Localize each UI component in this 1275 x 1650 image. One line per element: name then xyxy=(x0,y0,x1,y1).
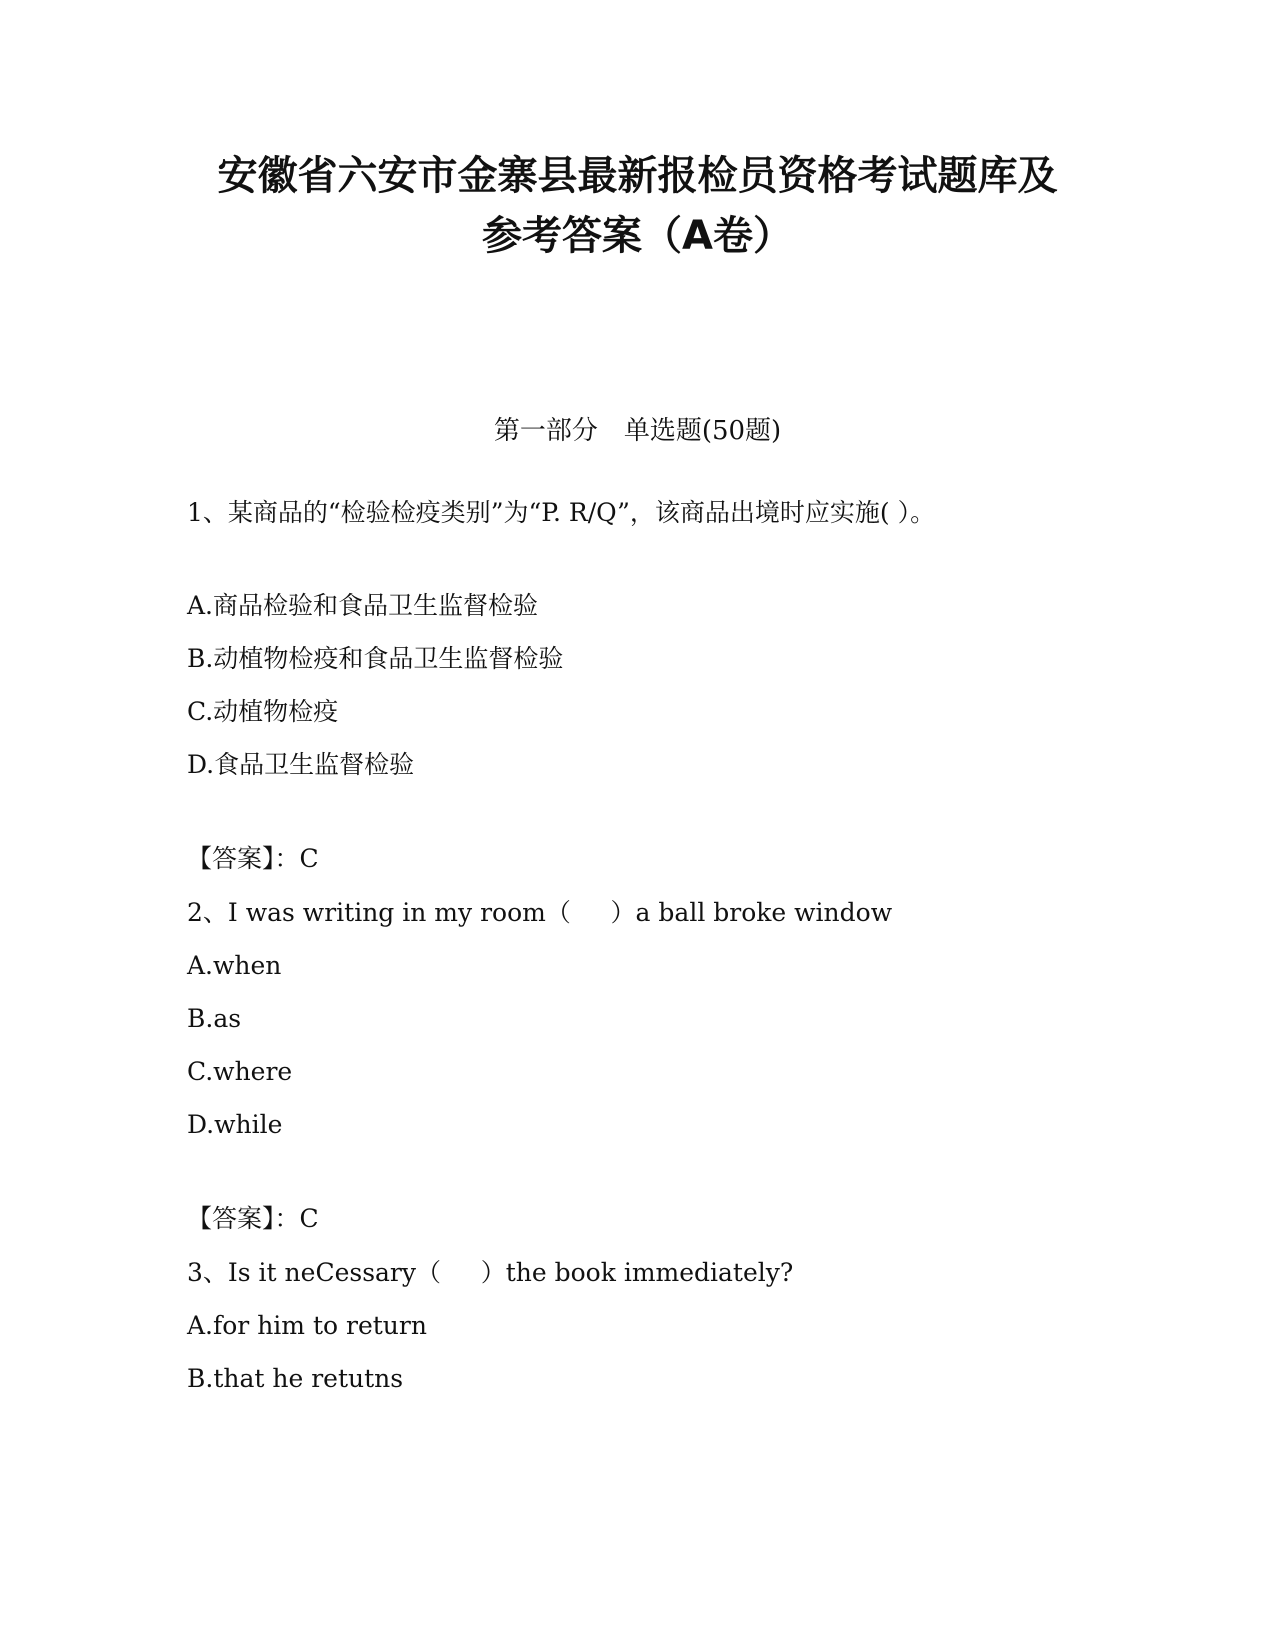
question-1-option-d: D.食品卫生监督检验 xyxy=(187,750,415,779)
question-2-answer: 【答案】：C xyxy=(187,1204,319,1233)
document-title xyxy=(140,146,1135,266)
question-1-text: 1、某商品的“检验检疫类别”为“P. R/Q”，该商品出境时应实施( ）。 xyxy=(187,498,936,527)
question-1-answer: 【答案】：C xyxy=(187,844,319,873)
question-3-text: 3、Is it neCessary（ ）the book immediately? xyxy=(187,1258,794,1287)
question-2-option-b: B.as xyxy=(187,1004,242,1033)
question-3-option-b: B.that he retutns xyxy=(187,1364,404,1393)
question-1-option-a: A.商品检验和食品卫生监督检验 xyxy=(187,591,539,620)
question-1-option-c: C.动植物检疫 xyxy=(187,697,339,726)
question-1-option-b: B.动植物检疫和食品卫生监督检验 xyxy=(187,644,564,673)
title-line-1: 安徽省六安市金寨县最新报检员资格考试题库及 xyxy=(217,153,1058,199)
question-2-option-c: C.where xyxy=(187,1057,293,1086)
question-2-option-d: D.while xyxy=(187,1110,283,1139)
section-heading: 第一部分 单选题(50题) xyxy=(493,416,782,446)
title-line-2: 参考答案（A卷） xyxy=(482,213,793,259)
question-2-option-a: A.when xyxy=(187,951,282,980)
question-3-option-a: A.for him to return xyxy=(187,1311,427,1340)
question-2-text: 2、I was writing in my room（ ）a ball broke window xyxy=(187,898,893,927)
